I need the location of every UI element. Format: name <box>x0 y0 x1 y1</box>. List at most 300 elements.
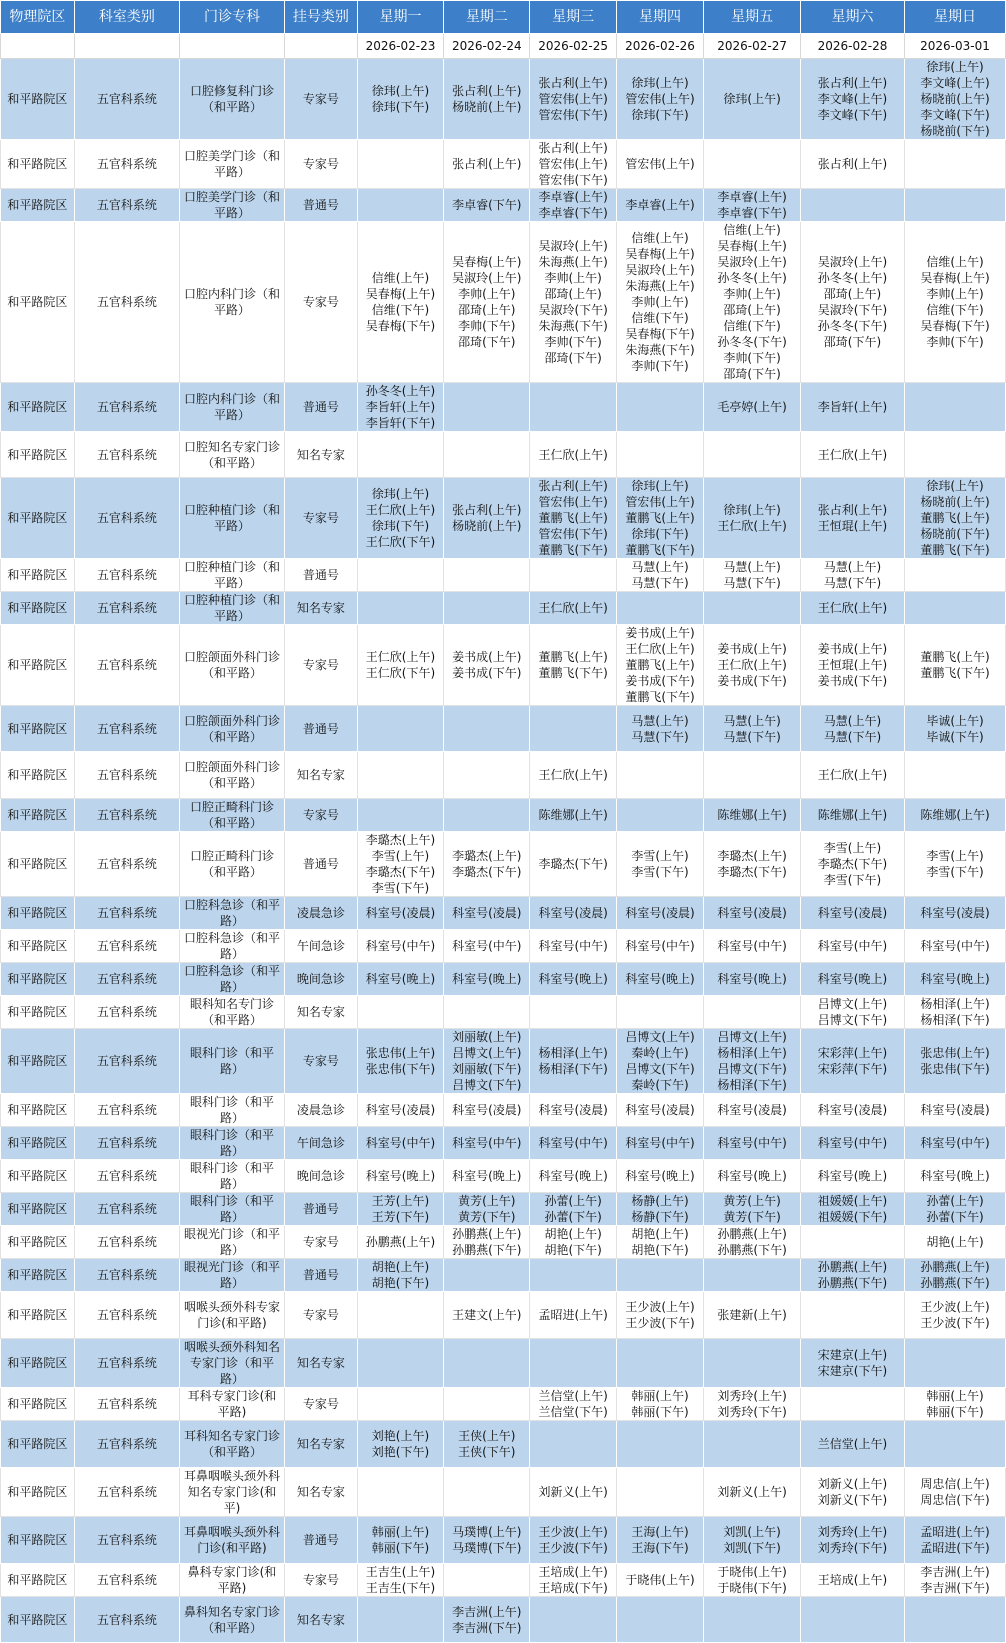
doctor-slot: 徐玮(下午) <box>371 100 430 114</box>
col-sat: 星期六 <box>800 1 904 34</box>
date-empty <box>1 34 75 59</box>
table-row <box>1 222 1006 383</box>
doctor-slot: 邵琦(下午) <box>723 367 781 381</box>
table-row <box>1 1226 1006 1259</box>
campus-cell: 和平路院区 <box>1 1193 75 1226</box>
clinic-cell: 耳科专家门诊(和平路) <box>179 1388 284 1421</box>
doctor-slot: 孙冬冬(上午) <box>717 271 787 285</box>
clinic-cell: 耳鼻咽喉头颈外科门诊(和平路) <box>179 1517 284 1564</box>
doctor-slot: 杨相泽(下午) <box>920 1013 990 1027</box>
day-cell <box>530 832 616 897</box>
doctor-slot: 科室号(凌晨) <box>452 906 522 920</box>
category-cell: 五官科系统 <box>74 996 179 1029</box>
doctor-slot: 孙蕾(下午) <box>926 1210 984 1224</box>
day-cell <box>905 963 1006 996</box>
doctor-slot: 孙冬冬(下午) <box>817 319 888 333</box>
campus-cell: 和平路院区 <box>1 625 75 706</box>
date-sun: 2026-03-01 <box>905 34 1006 59</box>
day-cell <box>800 832 904 897</box>
doctor-slot: 科室号(凌晨) <box>452 1103 522 1117</box>
doctor-slot: 徐玮(上午) <box>926 60 984 74</box>
day-cell <box>704 799 801 832</box>
day-cell <box>357 1094 443 1127</box>
doctor-slot: 董鹏飞(上午) <box>625 658 695 672</box>
day-cell <box>530 1226 616 1259</box>
day-cell <box>616 1597 703 1643</box>
day-cell <box>616 432 703 478</box>
doctor-slot: 董鹏飞(下午) <box>625 543 695 557</box>
doctor-slot: 科室号(凌晨) <box>920 1103 990 1117</box>
day-cell <box>357 1259 443 1292</box>
day-cell <box>905 1388 1006 1421</box>
campus-cell: 和平路院区 <box>1 1094 75 1127</box>
doctor-slot: 李卓睿(上午) <box>538 190 608 204</box>
day-cell <box>444 1564 530 1597</box>
doctor-slot: 刘秀玲(上午) <box>717 1389 787 1403</box>
clinic-cell: 口腔颌面外科门诊（和平路） <box>179 706 284 752</box>
clinic-cell: 口腔种植门诊（和平路） <box>179 478 284 559</box>
clinic-cell: 口腔科急诊（和平路） <box>179 897 284 930</box>
day-cell <box>800 1193 904 1226</box>
doctor-slot: 朱海燕(下午) <box>538 319 608 333</box>
doctor-slot: 兰信堂(上午) <box>817 1437 888 1451</box>
day-cell <box>357 1388 443 1421</box>
doctor-slot: 管宏伟(下午) <box>538 108 608 122</box>
doctor-slot: 刘新义(下午) <box>817 1493 888 1507</box>
doctor-slot: 李帅(上午) <box>723 287 781 301</box>
doctor-slot: 吴春梅(下午) <box>625 327 695 341</box>
doctor-slot: 姜书成(下午) <box>717 674 787 688</box>
doctor-slot: 管宏伟(下午) <box>538 527 608 541</box>
day-cell <box>444 1226 530 1259</box>
col-thu: 星期四 <box>616 1 703 34</box>
day-cell <box>800 897 904 930</box>
day-cell <box>357 1564 443 1597</box>
day-cell <box>905 1468 1006 1517</box>
day-cell <box>616 140 703 189</box>
day-cell <box>530 996 616 1029</box>
day-cell <box>530 1421 616 1468</box>
doctor-slot: 徐玮(上午) <box>371 487 430 501</box>
doctor-slot: 李文峰(上午) <box>817 92 888 106</box>
doctor-slot: 陈维娜(上午) <box>920 808 990 822</box>
doctor-slot: 邵琦(下午) <box>544 351 602 365</box>
doctor-slot: 毕诚(下午) <box>926 729 984 744</box>
doctor-slot: 吕博文(下午) <box>452 1078 522 1092</box>
campus-cell: 和平路院区 <box>1 1259 75 1292</box>
doctor-slot: 黄芳(上午) <box>458 1194 516 1208</box>
day-cell <box>905 1564 1006 1597</box>
doctor-slot: 张占利(上午) <box>452 503 522 517</box>
doctor-slot: 李帅(下午) <box>544 335 602 349</box>
day-cell <box>704 1597 801 1643</box>
reg-type-cell: 专家号 <box>284 625 357 706</box>
day-cell <box>704 1259 801 1292</box>
day-cell <box>357 59 443 140</box>
day-cell <box>530 1339 616 1388</box>
clinic-cell: 口腔内科门诊（和平路） <box>179 383 284 432</box>
day-cell <box>444 930 530 963</box>
reg-type-cell: 知名专家 <box>284 752 357 799</box>
doctor-slot: 科室号(凌晨) <box>717 1103 787 1117</box>
doctor-slot: 董鹏飞(上午) <box>920 650 990 664</box>
doctor-slot: 宋建京(下午) <box>817 1364 888 1378</box>
reg-type-cell: 普通号 <box>284 1517 357 1564</box>
col-reg-type: 挂号类别 <box>284 1 357 34</box>
day-cell <box>800 1339 904 1388</box>
category-cell: 五官科系统 <box>74 832 179 897</box>
doctor-slot: 马慧(下午) <box>823 576 882 590</box>
clinic-cell: 耳鼻咽喉头颈外科知名专家门诊(和平) <box>179 1468 284 1517</box>
doctor-slot: 姜书成(下午) <box>452 666 522 680</box>
doctor-slot: 胡艳(下午) <box>631 1243 689 1257</box>
day-cell <box>444 706 530 752</box>
doctor-slot: 管宏伟(上午) <box>625 495 695 509</box>
day-cell <box>800 1094 904 1127</box>
col-campus: 物理院区 <box>1 1 75 34</box>
reg-type-cell: 普通号 <box>284 706 357 752</box>
category-cell: 五官科系统 <box>74 1339 179 1388</box>
day-cell <box>800 1160 904 1193</box>
col-mon: 星期一 <box>357 1 443 34</box>
doctor-slot: 胡艳(上午) <box>544 1227 602 1241</box>
col-wed: 星期三 <box>530 1 616 34</box>
day-cell <box>357 752 443 799</box>
doctor-slot: 科室号(中午) <box>920 939 990 953</box>
campus-cell: 和平路院区 <box>1 1160 75 1193</box>
doctor-slot: 祖媛媛(下午) <box>817 1210 888 1224</box>
clinic-cell: 眼科门诊（和平路） <box>179 1127 284 1160</box>
doctor-slot: 王培成(上午) <box>538 1565 608 1579</box>
day-cell <box>905 1127 1006 1160</box>
doctor-slot: 杨晓前(下午) <box>920 124 990 138</box>
day-cell <box>616 752 703 799</box>
day-cell <box>444 1388 530 1421</box>
clinic-cell: 眼科门诊（和平路） <box>179 1160 284 1193</box>
clinic-cell: 口腔科急诊（和平路） <box>179 963 284 996</box>
day-cell <box>704 1292 801 1339</box>
day-cell <box>905 706 1006 752</box>
day-cell <box>800 799 904 832</box>
day-cell <box>357 1597 443 1643</box>
day-cell <box>800 963 904 996</box>
day-cell <box>616 1193 703 1226</box>
day-cell <box>704 1421 801 1468</box>
doctor-slot: 吴春梅(上午) <box>365 287 436 301</box>
reg-type-cell: 凌晨急诊 <box>284 897 357 930</box>
table-row <box>1 140 1006 189</box>
campus-cell: 和平路院区 <box>1 432 75 478</box>
doctor-slot: 王仁欣(上午) <box>817 768 888 782</box>
doctor-slot: 科室号(中午) <box>452 1136 522 1150</box>
date-tue: 2026-02-24 <box>444 34 530 59</box>
day-cell <box>800 752 904 799</box>
day-cell <box>616 592 703 625</box>
day-cell <box>357 140 443 189</box>
doctor-slot: 科室号(中午) <box>538 939 608 953</box>
doctor-slot: 王仁欣(上午) <box>365 650 436 664</box>
table-row <box>1 189 1006 222</box>
day-cell <box>704 996 801 1029</box>
category-cell: 五官科系统 <box>74 383 179 432</box>
reg-type-cell: 专家号 <box>284 222 357 383</box>
reg-type-cell: 专家号 <box>284 1564 357 1597</box>
table-row <box>1 996 1006 1029</box>
day-cell <box>800 706 904 752</box>
campus-cell: 和平路院区 <box>1 59 75 140</box>
doctor-slot: 吕博文(上午) <box>452 1046 522 1060</box>
doctor-slot: 李文峰(下午) <box>817 108 888 122</box>
category-cell: 五官科系统 <box>74 963 179 996</box>
doctor-slot: 陈维娜(上午) <box>717 808 787 822</box>
day-cell <box>704 625 801 706</box>
day-cell <box>616 996 703 1029</box>
doctor-slot: 科室号(中午) <box>452 939 522 953</box>
doctor-slot: 孙鹏燕(上午) <box>920 1260 990 1274</box>
doctor-slot: 王芳(下午) <box>371 1210 430 1224</box>
day-cell <box>444 222 530 383</box>
day-cell <box>357 1339 443 1388</box>
category-cell: 五官科系统 <box>74 478 179 559</box>
day-cell <box>530 559 616 592</box>
doctor-slot: 吕博文(下午) <box>717 1062 787 1076</box>
day-cell <box>444 1094 530 1127</box>
day-cell <box>616 1517 703 1564</box>
clinic-cell: 鼻科知名专家门诊（和平路） <box>179 1597 284 1643</box>
doctor-slot: 科室号(晚上) <box>920 972 990 986</box>
day-cell <box>357 222 443 383</box>
clinic-cell: 口腔正畸科门诊（和平路） <box>179 799 284 832</box>
doctor-slot: 管宏伟(下午) <box>538 173 608 187</box>
doctor-slot: 杨晓前(上午) <box>920 495 990 509</box>
table-row <box>1 1388 1006 1421</box>
doctor-slot: 王少波(上午) <box>538 1525 608 1539</box>
day-cell <box>905 222 1006 383</box>
clinic-cell: 眼视光门诊（和平路） <box>179 1226 284 1259</box>
day-cell <box>800 222 904 383</box>
day-cell <box>800 592 904 625</box>
doctor-slot: 王少波(下午) <box>538 1541 608 1555</box>
doctor-slot: 陈维娜(上午) <box>817 808 888 822</box>
day-cell <box>530 1388 616 1421</box>
category-cell: 五官科系统 <box>74 559 179 592</box>
category-cell: 五官科系统 <box>74 1468 179 1517</box>
day-cell <box>704 1517 801 1564</box>
doctor-slot: 孙鹏燕(下午) <box>452 1243 522 1257</box>
day-cell <box>704 140 801 189</box>
doctor-slot: 孙鹏燕(下午) <box>717 1243 787 1257</box>
day-cell <box>530 478 616 559</box>
clinic-cell: 口腔种植门诊（和平路） <box>179 559 284 592</box>
day-cell <box>444 799 530 832</box>
reg-type-cell: 知名专家 <box>284 1468 357 1517</box>
doctor-slot: 科室号(凌晨) <box>625 906 695 920</box>
doctor-slot: 祖媛媛(上午) <box>817 1194 888 1208</box>
day-cell <box>530 1468 616 1517</box>
day-cell <box>704 432 801 478</box>
day-cell <box>357 832 443 897</box>
day-cell <box>905 832 1006 897</box>
doctor-slot: 科室号(凌晨) <box>920 906 990 920</box>
reg-type-cell: 普通号 <box>284 1259 357 1292</box>
doctor-slot: 信维(下午) <box>926 303 984 317</box>
doctor-slot: 李旨轩(上午) <box>365 400 436 414</box>
day-cell <box>905 1094 1006 1127</box>
doctor-slot: 科室号(晚上) <box>452 1169 522 1183</box>
doctor-slot: 马慧(下午) <box>631 576 689 590</box>
day-cell <box>357 799 443 832</box>
category-cell: 五官科系统 <box>74 222 179 383</box>
doctor-slot: 王仁欣(上午) <box>538 601 608 615</box>
clinic-cell: 口腔知名专家门诊（和平路） <box>179 432 284 478</box>
doctor-slot: 马慧(上午) <box>631 713 689 728</box>
doctor-slot: 王仁欣(上午) <box>625 642 695 656</box>
clinic-cell: 口腔种植门诊（和平路） <box>179 592 284 625</box>
doctor-slot: 科室号(中午) <box>817 1136 888 1150</box>
day-cell <box>704 59 801 140</box>
day-cell <box>530 222 616 383</box>
reg-type-cell: 专家号 <box>284 140 357 189</box>
doctor-slot: 张忠伟(下午) <box>920 1062 990 1076</box>
doctor-slot: 马璞博(下午) <box>452 1541 522 1555</box>
reg-type-cell: 专家号 <box>284 1226 357 1259</box>
day-cell <box>444 432 530 478</box>
day-cell <box>616 1259 703 1292</box>
doctor-slot: 李旨轩(下午) <box>365 416 436 430</box>
doctor-slot: 李雪(上午) <box>926 849 984 863</box>
campus-cell: 和平路院区 <box>1 1127 75 1160</box>
doctor-slot: 孙鹏燕(上午) <box>817 1260 888 1274</box>
doctor-slot: 马慧(上午) <box>823 560 882 574</box>
day-cell <box>530 706 616 752</box>
day-cell <box>444 1517 530 1564</box>
doctor-slot: 科室号(晚上) <box>920 1169 990 1183</box>
doctor-slot: 张忠伟(上午) <box>920 1046 990 1060</box>
day-cell <box>530 592 616 625</box>
day-cell <box>905 1339 1006 1388</box>
doctor-slot: 科室号(晚上) <box>365 1169 436 1183</box>
day-cell <box>704 189 801 222</box>
doctor-slot: 李璐杰(上午) <box>452 849 522 863</box>
campus-cell: 和平路院区 <box>1 559 75 592</box>
day-cell <box>444 1029 530 1094</box>
day-cell <box>616 963 703 996</box>
doctor-slot: 李璐杰(下午) <box>365 865 436 879</box>
doctor-slot: 胡艳(下午) <box>371 1276 430 1290</box>
day-cell <box>616 799 703 832</box>
doctor-slot: 孙鹏燕(上午) <box>452 1227 522 1241</box>
day-cell <box>444 1259 530 1292</box>
day-cell <box>905 189 1006 222</box>
table-row <box>1 432 1006 478</box>
day-cell <box>357 189 443 222</box>
doctor-slot: 毕诚(上午) <box>926 713 984 728</box>
category-cell: 五官科系统 <box>74 1421 179 1468</box>
day-cell <box>704 1468 801 1517</box>
doctor-slot: 李卓睿(下午) <box>717 206 787 220</box>
doctor-slot: 吕博文(上午) <box>625 1030 695 1044</box>
doctor-slot: 科室号(凌晨) <box>538 906 608 920</box>
doctor-slot: 科室号(晚上) <box>365 972 436 986</box>
table-row <box>1 1292 1006 1339</box>
doctor-slot: 王吉生(下午) <box>365 1581 436 1595</box>
doctor-slot: 王仁欣(上午) <box>817 447 888 462</box>
doctor-slot: 吕博文(上午) <box>717 1030 787 1044</box>
doctor-slot: 孙鹏燕(下午) <box>920 1276 990 1290</box>
day-cell <box>616 189 703 222</box>
campus-cell: 和平路院区 <box>1 832 75 897</box>
day-cell <box>905 383 1006 432</box>
doctor-slot: 董鹏飞(上午) <box>538 511 608 525</box>
doctor-slot: 杨相泽(上午) <box>717 1046 787 1060</box>
doctor-slot: 朱海燕(上午) <box>538 255 608 269</box>
doctor-slot: 胡艳(下午) <box>544 1243 602 1257</box>
doctor-slot: 李卓睿(上午) <box>625 198 695 212</box>
clinic-cell: 眼科门诊（和平路） <box>179 1029 284 1094</box>
doctor-slot: 孙鹏燕(下午) <box>817 1276 888 1290</box>
day-cell <box>357 996 443 1029</box>
day-cell <box>800 559 904 592</box>
doctor-slot: 杨静(上午) <box>631 1194 689 1208</box>
day-cell <box>444 1339 530 1388</box>
day-cell <box>704 1226 801 1259</box>
clinic-cell: 口腔内科门诊（和平路） <box>179 222 284 383</box>
doctor-slot: 李雪(上午) <box>631 849 689 863</box>
category-cell: 五官科系统 <box>74 752 179 799</box>
day-cell <box>905 1226 1006 1259</box>
doctor-slot: 李帅(下午) <box>458 319 516 333</box>
day-cell <box>616 1029 703 1094</box>
doctor-slot: 王仁欣(上午) <box>817 601 888 615</box>
col-sun: 星期日 <box>905 1 1006 34</box>
day-cell <box>704 1193 801 1226</box>
day-cell <box>357 1517 443 1564</box>
day-cell <box>616 1160 703 1193</box>
reg-type-cell: 知名专家 <box>284 996 357 1029</box>
reg-type-cell: 普通号 <box>284 559 357 592</box>
day-cell <box>616 1388 703 1421</box>
campus-cell: 和平路院区 <box>1 897 75 930</box>
doctor-slot: 徐玮(下午) <box>371 519 430 533</box>
doctor-slot: 朱海燕(下午) <box>625 343 695 357</box>
day-cell <box>444 996 530 1029</box>
doctor-slot: 科室号(凌晨) <box>538 1103 608 1117</box>
reg-type-cell: 知名专家 <box>284 1339 357 1388</box>
reg-type-cell: 午间急诊 <box>284 1127 357 1160</box>
day-cell <box>444 1160 530 1193</box>
date-mon: 2026-02-23 <box>357 34 443 59</box>
day-cell <box>530 1259 616 1292</box>
doctor-slot: 吴春梅(上午) <box>920 271 990 285</box>
campus-cell: 和平路院区 <box>1 963 75 996</box>
doctor-slot: 邵琦(上午) <box>823 287 882 301</box>
category-cell: 五官科系统 <box>74 1094 179 1127</box>
doctor-slot: 李吉洲(上午) <box>452 1604 522 1619</box>
day-cell <box>704 930 801 963</box>
doctor-slot: 朱海燕(上午) <box>625 279 695 293</box>
day-cell <box>616 706 703 752</box>
category-cell: 五官科系统 <box>74 625 179 706</box>
doctor-slot: 董鹏飞(上午) <box>538 650 608 664</box>
doctor-slot: 刘秀玲(下午) <box>717 1405 787 1419</box>
doctor-slot: 邵琦(上午) <box>458 303 516 317</box>
category-cell: 五官科系统 <box>74 59 179 140</box>
day-cell <box>530 1193 616 1226</box>
doctor-slot: 孟昭进(上午) <box>538 1308 608 1322</box>
doctor-slot: 徐玮(下午) <box>631 527 689 541</box>
day-cell <box>800 59 904 140</box>
date-sat: 2026-02-28 <box>800 34 904 59</box>
